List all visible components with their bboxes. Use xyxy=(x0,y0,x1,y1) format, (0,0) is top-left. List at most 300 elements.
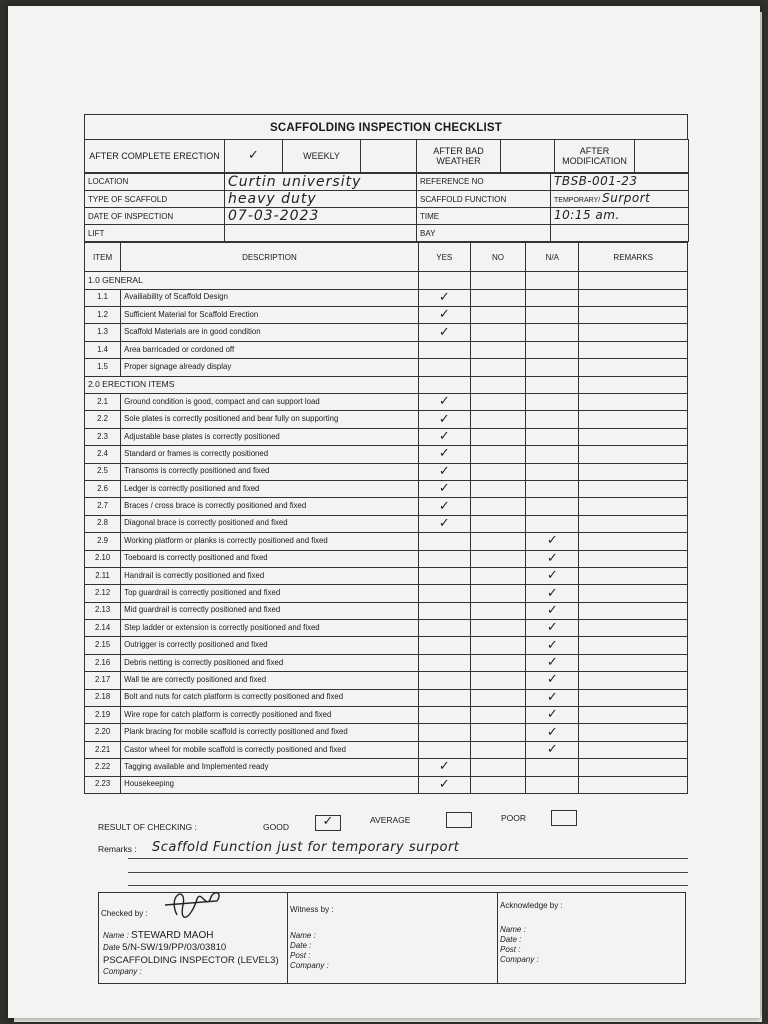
acknowledge-post-label: Post : xyxy=(500,945,521,954)
no-cell[interactable] xyxy=(470,515,525,532)
na-cell[interactable] xyxy=(526,480,579,497)
na-cell[interactable] xyxy=(526,654,579,671)
na-cell[interactable] xyxy=(526,602,579,619)
item-number: 2.11 xyxy=(85,567,121,584)
item-number: 1.1 xyxy=(85,289,121,306)
na-cell[interactable] xyxy=(526,341,579,358)
item-description: Plank bracing for mobile scaffold is correctly positioned and fixed xyxy=(121,724,418,741)
section-erection xyxy=(85,376,688,393)
witness-post-label: Post : xyxy=(290,951,311,960)
item-number: 2.5 xyxy=(85,463,121,480)
no-cell[interactable] xyxy=(470,620,525,637)
acknowledge-date-label: Date : xyxy=(500,935,522,944)
remarks-section xyxy=(98,838,688,888)
tick-mark: ✓ xyxy=(546,602,558,618)
checklist-table xyxy=(84,242,688,794)
no-cell[interactable] xyxy=(470,359,525,376)
yes-cell[interactable] xyxy=(418,567,470,584)
checklist-row xyxy=(85,620,688,637)
no-cell[interactable] xyxy=(470,672,525,689)
yes-cell[interactable] xyxy=(418,741,470,758)
no-cell[interactable] xyxy=(470,428,525,445)
no-cell[interactable] xyxy=(470,776,525,793)
no-cell[interactable] xyxy=(470,602,525,619)
col-item: ITEM xyxy=(85,243,121,272)
item-number: 2.7 xyxy=(85,498,121,515)
yes-cell[interactable] xyxy=(418,289,470,306)
checklist-row xyxy=(85,741,688,758)
location-value[interactable]: Curtin university xyxy=(225,174,417,191)
remarks-cell[interactable] xyxy=(579,759,688,776)
tick-mark: ✓ xyxy=(438,428,450,444)
checklist-row xyxy=(85,602,688,619)
checklist-row xyxy=(85,515,688,532)
remarks-cell[interactable] xyxy=(579,585,688,602)
checklist-row xyxy=(85,289,688,306)
remarks-cell[interactable] xyxy=(579,359,688,376)
no-cell[interactable] xyxy=(470,394,525,411)
item-number: 2.16 xyxy=(85,654,121,671)
empty-cell xyxy=(470,272,525,289)
item-number: 2.8 xyxy=(85,515,121,532)
na-cell[interactable] xyxy=(526,515,579,532)
na-cell[interactable] xyxy=(526,724,579,741)
empty-cell xyxy=(526,272,579,289)
remarks-cell[interactable] xyxy=(579,289,688,306)
col-remarks: REMARKS xyxy=(579,243,688,272)
inspection-type-table xyxy=(84,139,689,173)
tick-mark: ✓ xyxy=(248,148,259,163)
section-general xyxy=(85,272,688,289)
tick-mark: ✓ xyxy=(546,637,558,653)
time-label: TIME xyxy=(417,208,551,225)
yes-cell[interactable] xyxy=(418,689,470,706)
form-title: SCAFFOLDING INSPECTION CHECKLIST xyxy=(84,114,688,139)
yes-cell[interactable] xyxy=(418,759,470,776)
checklist-row xyxy=(85,776,688,793)
remarks-line xyxy=(128,858,688,859)
no-cell[interactable] xyxy=(470,637,525,654)
time-value[interactable]: 10:15 am. xyxy=(551,208,689,225)
checklist-row xyxy=(85,533,688,550)
checklist-row xyxy=(85,672,688,689)
tick-mark: ✓ xyxy=(438,481,450,497)
acknowledge-by-label: Acknowledge by : xyxy=(500,901,563,910)
inspector-id: 5/N-SW/19/PP/03/03810 xyxy=(122,942,227,953)
item-number: 2.1 xyxy=(85,394,121,411)
checklist-row xyxy=(85,411,688,428)
tick-mark: ✓ xyxy=(546,724,558,740)
no-cell[interactable] xyxy=(470,759,525,776)
bay-value[interactable] xyxy=(551,225,689,242)
yes-cell[interactable] xyxy=(418,533,470,550)
tick-mark: ✓ xyxy=(546,620,558,636)
scaffold-type-value[interactable]: heavy duty xyxy=(225,191,417,208)
yes-cell[interactable] xyxy=(418,637,470,654)
empty-cell xyxy=(579,376,688,393)
item-description: Outrigger is correctly positioned and fixed xyxy=(121,637,418,654)
yes-cell[interactable] xyxy=(418,550,470,567)
item-number: 2.6 xyxy=(85,480,121,497)
remarks-cell[interactable] xyxy=(579,550,688,567)
checklist-row xyxy=(85,498,688,515)
checklist-row xyxy=(85,637,688,654)
empty-cell xyxy=(418,376,470,393)
witness-name-label: Name : xyxy=(290,931,316,940)
no-cell[interactable] xyxy=(470,463,525,480)
tick-mark: ✓ xyxy=(546,672,558,688)
yes-cell[interactable] xyxy=(418,324,470,341)
no-cell[interactable] xyxy=(470,411,525,428)
col-yes: YES xyxy=(418,243,470,272)
na-cell[interactable] xyxy=(526,689,579,706)
item-number: 2.12 xyxy=(85,585,121,602)
remarks-cell[interactable] xyxy=(579,324,688,341)
na-cell[interactable] xyxy=(526,550,579,567)
location-label: LOCATION xyxy=(85,174,225,191)
na-cell[interactable] xyxy=(526,324,579,341)
item-number: 2.14 xyxy=(85,620,121,637)
no-cell[interactable] xyxy=(470,533,525,550)
no-cell[interactable] xyxy=(470,341,525,358)
average-label: AVERAGE xyxy=(370,815,411,825)
item-description: Proper signage already display xyxy=(121,359,418,376)
na-cell[interactable] xyxy=(526,411,579,428)
item-number: 2.2 xyxy=(85,411,121,428)
item-description: Transoms is correctly positioned and fixed xyxy=(121,463,418,480)
witness-block xyxy=(287,893,498,983)
item-description: Housekeeping xyxy=(121,776,418,793)
inspection-date-label: DATE OF INSPECTION xyxy=(85,208,225,225)
yes-cell[interactable] xyxy=(418,394,470,411)
na-cell[interactable] xyxy=(526,585,579,602)
item-description: Availiability of Scaffold Design xyxy=(121,289,418,306)
remarks-cell[interactable] xyxy=(579,567,688,584)
tick-mark: ✓ xyxy=(438,776,450,792)
no-cell[interactable] xyxy=(470,480,525,497)
checklist-row xyxy=(85,463,688,480)
col-na: N/A xyxy=(526,243,579,272)
tick-mark: ✓ xyxy=(438,394,450,410)
item-description: Ledger is correctly positioned and fixed xyxy=(121,480,418,497)
weekly-label: WEEKLY xyxy=(283,140,361,173)
yes-cell[interactable] xyxy=(418,446,470,463)
na-cell[interactable] xyxy=(526,289,579,306)
na-cell[interactable] xyxy=(526,672,579,689)
item-description: Braces / cross brace is correctly positioned and fixed xyxy=(121,498,418,515)
item-number: 2.3 xyxy=(85,428,121,445)
na-cell[interactable] xyxy=(526,620,579,637)
item-number: 2.17 xyxy=(85,672,121,689)
remarks-cell[interactable] xyxy=(579,446,688,463)
no-cell[interactable] xyxy=(470,550,525,567)
inspector-name: STEWARD MAOH xyxy=(131,930,214,941)
no-cell[interactable] xyxy=(470,741,525,758)
checklist-form xyxy=(84,114,688,794)
no-cell[interactable] xyxy=(470,498,525,515)
item-description: Bolt and nuts for catch platform is correctly positioned and fixed xyxy=(121,689,418,706)
yes-cell[interactable] xyxy=(418,307,470,324)
witness-company-label: Company : xyxy=(290,961,329,970)
na-cell[interactable] xyxy=(526,394,579,411)
remarks-cell[interactable] xyxy=(579,741,688,758)
remarks-cell[interactable] xyxy=(579,307,688,324)
result-of-checking xyxy=(98,812,698,838)
no-cell[interactable] xyxy=(470,585,525,602)
item-number: 2.22 xyxy=(85,759,121,776)
item-description: Wall tie are correctly positioned and fixed xyxy=(121,672,418,689)
yes-cell[interactable] xyxy=(418,724,470,741)
remarks-cell[interactable] xyxy=(579,480,688,497)
remarks-cell[interactable] xyxy=(579,707,688,724)
yes-cell[interactable] xyxy=(418,341,470,358)
checklist-row xyxy=(85,654,688,671)
item-number: 2.23 xyxy=(85,776,121,793)
after-modification-box[interactable] xyxy=(635,140,689,173)
checklist-row xyxy=(85,689,688,706)
tick-mark: ✓ xyxy=(546,689,558,705)
yes-cell[interactable] xyxy=(418,480,470,497)
na-cell[interactable] xyxy=(526,428,579,445)
yes-cell[interactable] xyxy=(418,672,470,689)
checklist-row xyxy=(85,707,688,724)
na-cell[interactable] xyxy=(526,567,579,584)
remarks-cell[interactable] xyxy=(579,463,688,480)
company-label: Company : xyxy=(103,967,142,976)
scaffold-info-table xyxy=(84,173,689,242)
item-description: Standard or frames is correctly positioned xyxy=(121,446,418,463)
na-cell[interactable] xyxy=(526,498,579,515)
no-cell[interactable] xyxy=(470,324,525,341)
remarks-cell[interactable] xyxy=(579,724,688,741)
empty-cell xyxy=(579,272,688,289)
yes-cell[interactable] xyxy=(418,428,470,445)
acknowledge-block xyxy=(497,893,683,983)
scaffold-type-label: TYPE OF SCAFFOLD xyxy=(85,191,225,208)
col-no: NO xyxy=(470,243,525,272)
lift-value[interactable] xyxy=(225,225,417,242)
no-cell[interactable] xyxy=(470,446,525,463)
no-cell[interactable] xyxy=(470,567,525,584)
item-description: Top guardrail is correctly positioned and fixed xyxy=(121,585,418,602)
scaffold-function-value[interactable]: TEMPORARY/ Surport xyxy=(551,191,689,208)
remarks-cell[interactable] xyxy=(579,411,688,428)
weekly-box[interactable] xyxy=(361,140,417,173)
result-label: RESULT OF CHECKING : xyxy=(98,822,197,832)
remarks-cell[interactable] xyxy=(579,689,688,706)
poor-checkbox[interactable] xyxy=(551,810,577,826)
remarks-label: Remarks : xyxy=(98,844,137,854)
item-number: 2.13 xyxy=(85,602,121,619)
item-number: 2.18 xyxy=(85,689,121,706)
inspector-post: PSCAFFOLDING INSPECTOR (LEVEL3) xyxy=(103,955,279,966)
after-complete-erection-label: AFTER COMPLETE ERECTION xyxy=(85,140,225,173)
yes-cell[interactable] xyxy=(418,707,470,724)
reference-label: REFERENCE NO xyxy=(417,174,551,191)
tick-mark: ✓ xyxy=(438,498,450,514)
tick-mark: ✓ xyxy=(438,324,450,340)
section-heading: 1.0 GENERAL xyxy=(85,272,419,289)
item-description: Mid guardrail is correctly positioned and fixed xyxy=(121,602,418,619)
item-description: Diagonal brace is correctly positioned and fixed xyxy=(121,515,418,532)
signoff-section xyxy=(98,892,686,984)
name-label: Name : xyxy=(103,931,129,940)
checklist-row xyxy=(85,428,688,445)
yes-cell[interactable] xyxy=(418,359,470,376)
tick-mark: ✓ xyxy=(546,585,558,601)
date-label: Date xyxy=(103,943,120,952)
scaffold-function-label: SCAFFOLD FUNCTION xyxy=(417,191,551,208)
good-checkbox[interactable] xyxy=(315,815,341,831)
item-number: 2.15 xyxy=(85,637,121,654)
remarks-line xyxy=(128,872,688,873)
remarks-cell[interactable] xyxy=(579,341,688,358)
no-cell[interactable] xyxy=(470,289,525,306)
na-cell[interactable] xyxy=(526,707,579,724)
item-description: Ground condition is good, compact and can support load xyxy=(121,394,418,411)
empty-cell xyxy=(526,376,579,393)
remarks-cell[interactable] xyxy=(579,637,688,654)
tick-mark: ✓ xyxy=(438,515,450,531)
na-cell[interactable] xyxy=(526,741,579,758)
remarks-cell[interactable] xyxy=(579,602,688,619)
item-number: 1.2 xyxy=(85,307,121,324)
item-description: Step ladder or extension is correctly positioned and fixed xyxy=(121,620,418,637)
remarks-text[interactable]: Scaffold Function just for temporary surport xyxy=(152,840,460,855)
item-description: Castor wheel for mobile scaffold is correctly positioned and fixed xyxy=(121,741,418,758)
remarks-cell[interactable] xyxy=(579,672,688,689)
acknowledge-company-label: Company : xyxy=(500,955,539,964)
item-description: Handrail is correctly positioned and fixed xyxy=(121,567,418,584)
item-description: Adjustable base plates is correctly positioned xyxy=(121,428,418,445)
remarks-cell[interactable] xyxy=(579,620,688,637)
yes-cell[interactable] xyxy=(418,411,470,428)
no-cell[interactable] xyxy=(470,724,525,741)
tick-mark: ✓ xyxy=(438,289,450,305)
na-cell[interactable] xyxy=(526,446,579,463)
empty-cell xyxy=(470,376,525,393)
inspection-date-value[interactable]: 07-03-2023 xyxy=(225,208,417,225)
na-cell[interactable] xyxy=(526,637,579,654)
reference-value[interactable]: TBSB-001-23 xyxy=(551,174,689,191)
tick-mark: ✓ xyxy=(546,550,558,566)
item-description: Tagging available and Implemented ready xyxy=(121,759,418,776)
tick-mark: ✓ xyxy=(438,759,450,775)
checklist-row xyxy=(85,341,688,358)
item-number: 2.19 xyxy=(85,707,121,724)
checked-by-label: Checked by : xyxy=(101,909,148,918)
remarks-cell[interactable] xyxy=(579,533,688,550)
checklist-row xyxy=(85,567,688,584)
item-description: Toeboard is correctly positioned and fixed xyxy=(121,550,418,567)
tick-mark: ✓ xyxy=(546,533,558,549)
remarks-cell[interactable] xyxy=(579,428,688,445)
item-description: Working platform or planks is correctly positioned and fixed xyxy=(121,533,418,550)
na-cell[interactable] xyxy=(526,759,579,776)
signature-mark xyxy=(157,885,229,925)
na-cell[interactable] xyxy=(526,776,579,793)
item-number: 1.5 xyxy=(85,359,121,376)
good-label: GOOD xyxy=(263,822,289,832)
after-complete-erection-box[interactable] xyxy=(225,140,283,173)
yes-cell[interactable] xyxy=(418,620,470,637)
empty-cell xyxy=(418,272,470,289)
item-description: Area barricaded or cordoned off xyxy=(121,341,418,358)
item-description: Sole plates is correctly positioned and bear fully on supporting xyxy=(121,411,418,428)
tick-mark: ✓ xyxy=(438,307,450,323)
no-cell[interactable] xyxy=(470,654,525,671)
no-cell[interactable] xyxy=(470,689,525,706)
item-description: Debris netting is correctly positioned and fixed xyxy=(121,654,418,671)
good-tick: ✓ xyxy=(322,814,334,829)
checklist-row xyxy=(85,550,688,567)
bay-label: BAY xyxy=(417,225,551,242)
tick-mark: ✓ xyxy=(438,446,450,462)
tick-mark: ✓ xyxy=(546,707,558,723)
checklist-row xyxy=(85,359,688,376)
checklist-row xyxy=(85,724,688,741)
tick-mark: ✓ xyxy=(546,568,558,584)
item-number: 1.4 xyxy=(85,341,121,358)
tick-mark: ✓ xyxy=(546,655,558,671)
after-modification-label: AFTER MODIFICATION xyxy=(555,140,635,173)
item-number: 2.10 xyxy=(85,550,121,567)
item-number: 1.3 xyxy=(85,324,121,341)
checked-by-block xyxy=(99,893,288,983)
lift-label: LIFT xyxy=(85,225,225,242)
na-cell[interactable] xyxy=(526,463,579,480)
no-cell[interactable] xyxy=(470,707,525,724)
witness-by-label: Witness by : xyxy=(290,905,334,914)
na-cell[interactable] xyxy=(526,533,579,550)
remarks-cell[interactable] xyxy=(579,654,688,671)
remarks-cell[interactable] xyxy=(579,394,688,411)
col-description: DESCRIPTION xyxy=(121,243,418,272)
na-cell[interactable] xyxy=(526,359,579,376)
yes-cell[interactable] xyxy=(418,654,470,671)
item-number: 2.20 xyxy=(85,724,121,741)
remarks-cell[interactable] xyxy=(579,515,688,532)
checklist-row xyxy=(85,446,688,463)
checklist-row xyxy=(85,307,688,324)
tick-mark: ✓ xyxy=(546,742,558,758)
item-description: Wire rope for catch platform is correctly positioned and fixed xyxy=(121,707,418,724)
item-description: Scaffold Materials are in good condition xyxy=(121,324,418,341)
checklist-row xyxy=(85,394,688,411)
yes-cell[interactable] xyxy=(418,585,470,602)
yes-cell[interactable] xyxy=(418,463,470,480)
checklist-row xyxy=(85,759,688,776)
after-bad-weather-box[interactable] xyxy=(501,140,555,173)
checklist-row xyxy=(85,585,688,602)
average-checkbox[interactable] xyxy=(446,812,472,828)
na-cell[interactable] xyxy=(526,307,579,324)
checklist-row xyxy=(85,324,688,341)
yes-cell[interactable] xyxy=(418,515,470,532)
remarks-cell[interactable] xyxy=(579,776,688,793)
remarks-cell[interactable] xyxy=(579,498,688,515)
item-description: Sufficient Material for Scaffold Erection xyxy=(121,307,418,324)
section-heading: 2.0 ERECTION ITEMS xyxy=(85,376,419,393)
item-number: 2.4 xyxy=(85,446,121,463)
no-cell[interactable] xyxy=(470,307,525,324)
yes-cell[interactable] xyxy=(418,776,470,793)
yes-cell[interactable] xyxy=(418,498,470,515)
tick-mark: ✓ xyxy=(438,411,450,427)
tick-mark: ✓ xyxy=(438,463,450,479)
yes-cell[interactable] xyxy=(418,602,470,619)
after-bad-weather-label: AFTER BAD WEATHER xyxy=(417,140,501,173)
